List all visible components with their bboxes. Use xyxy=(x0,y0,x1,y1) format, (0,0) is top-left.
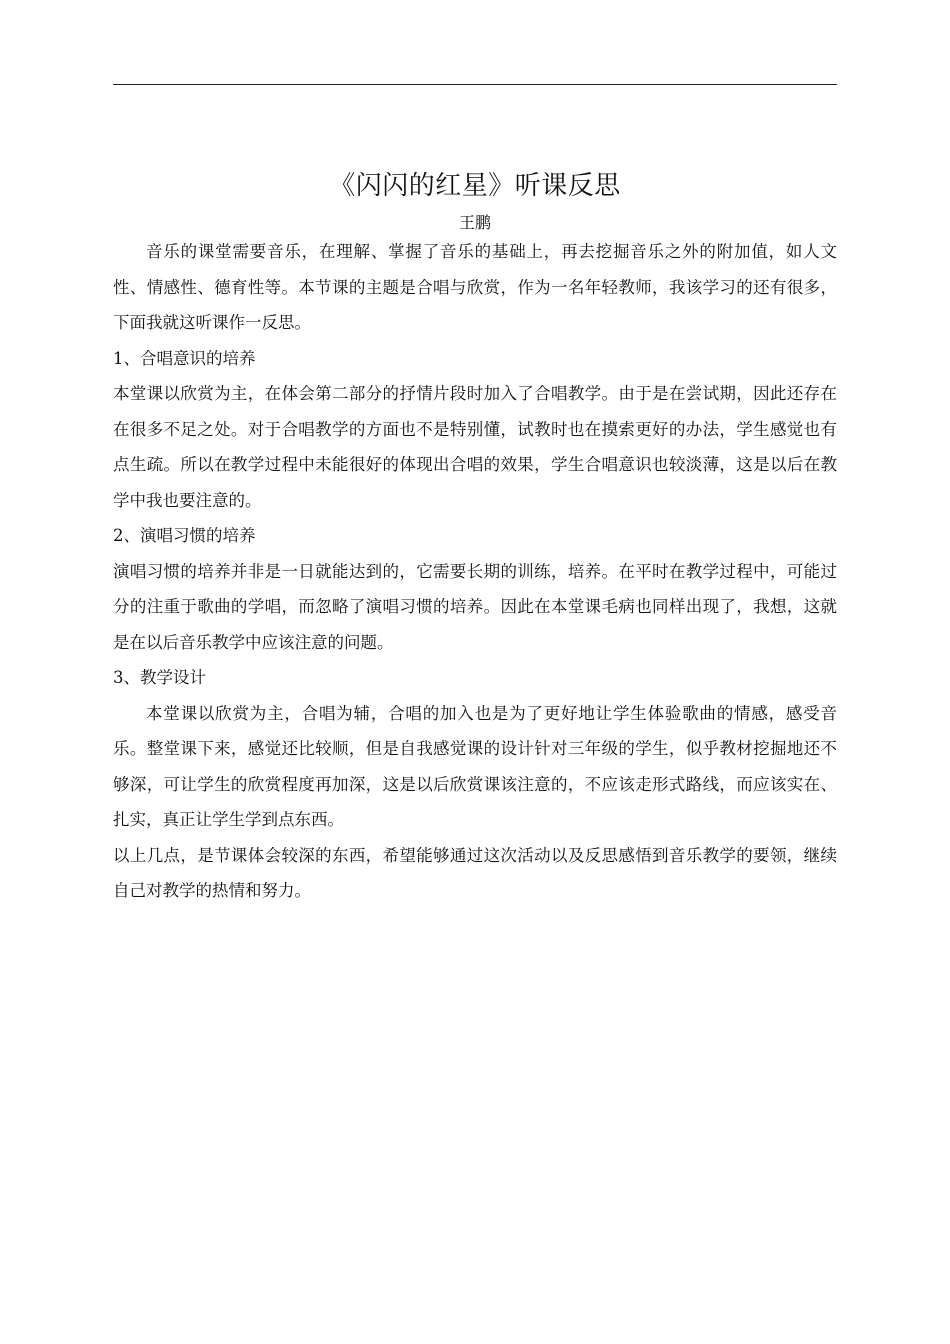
section-heading-singing-habits: 2、演唱习惯的培养 xyxy=(113,526,256,545)
header-rule xyxy=(113,84,837,85)
paragraph-teaching-design: 本堂课以欣赏为主，合唱为辅，合唱的加入也是为了更好地让学生体验歌曲的情感，感受音乐。整堂课下来，感觉还比较顺，但是自我感觉课的设计针对三年级的学生，似乎教材挖掘地还不够深，可让学生的欣赏程度再加深，这是以后欣赏课该注意的，不应该走形式路线，而应该实在、扎实，真正让学生学到点东西。 xyxy=(113,703,837,829)
paragraph-intro: 音乐的课堂需要音乐，在理解、掌握了音乐的基础上，再去挖掘音乐之外的附加值，如人文性、情感性、德育性等。本节课的主题是合唱与欣赏，作为一名年轻教师，我该学习的还有很多，下面我就这听课作一反思。 xyxy=(113,242,837,332)
section-heading-chorus-awareness: 1、合唱意识的培养 xyxy=(113,348,256,368)
paragraph-chorus-awareness: 本堂课以欣赏为主，在体会第二部分的抒情片段时加入了合唱教学。由于是在尝试期，因此还存在在很多不足之处。对于合唱教学的方面也不是特别懂，试教时也在摸索更好的办法，学生感觉也有点生疏。所以在教学过程中未能很好的体现出合唱的效果，学生合唱意识也较淡薄，这是以后在教学中我也要注意的。 xyxy=(113,384,837,510)
document-title: 《闪闪的红星》听课反思 xyxy=(329,171,621,201)
document-body xyxy=(113,234,837,909)
document-author: 王鹏 xyxy=(458,213,491,232)
section-heading-teaching-design: 3、教学设计 xyxy=(113,668,206,687)
paragraph-singing-habits: 演唱习惯的培养并非是一日就能达到的，它需要长期的训练，培养。在平时在教学过程中，可能过分的注重于歌曲的学唱，而忽略了演唱习惯的培养。因此在本堂课毛病也同样出现了，我想，这就是在以后音乐教学中应该注意的问题。 xyxy=(113,561,837,652)
paragraph-conclusion: 以上几点，是节课体会较深的东西，希望能够通过这次活动以及反思感悟到音乐教学的要领，继续自己对教学的热情和努力。 xyxy=(113,845,837,900)
